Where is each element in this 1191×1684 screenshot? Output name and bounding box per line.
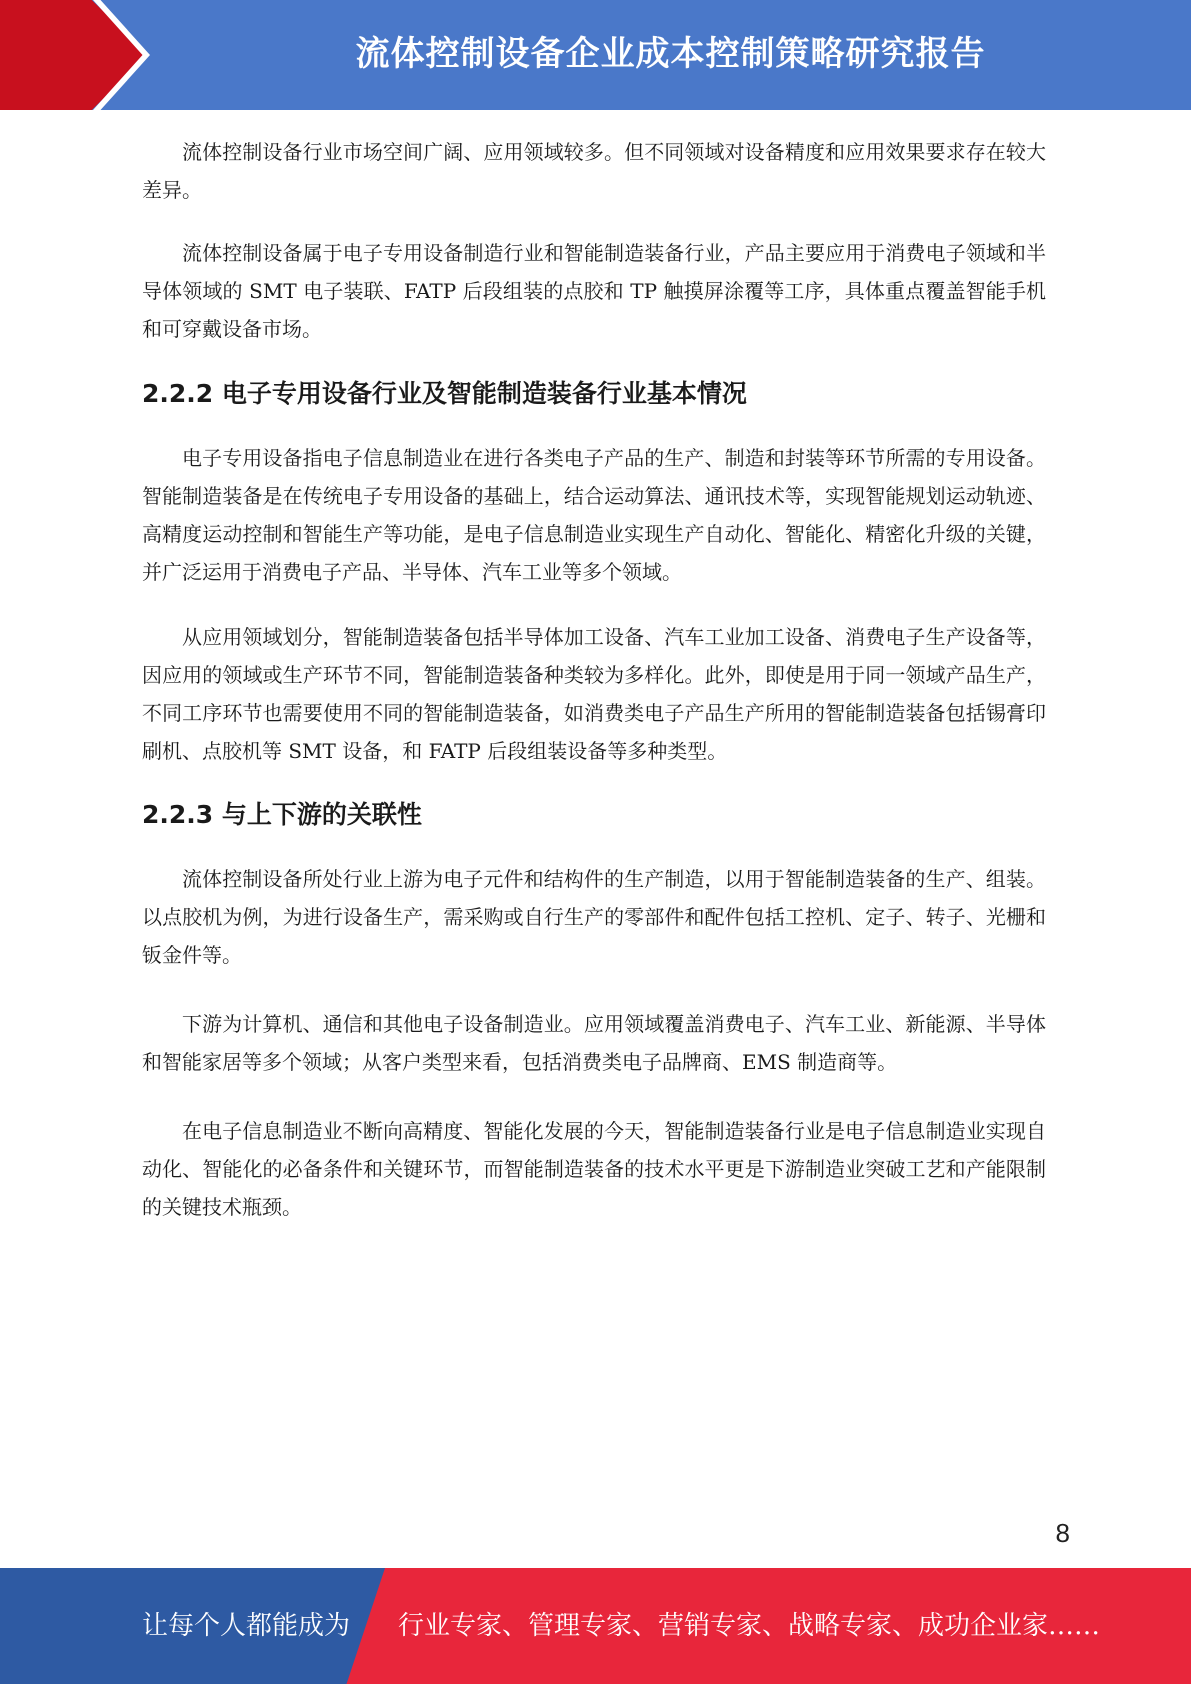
footer-slogan-left: 让每个人都能成为 [142, 1611, 351, 1641]
section-heading-2-2-2: 2.2.2 电子专用设备行业及智能制造装备行业基本情况 [142, 379, 747, 408]
paragraph: 电子专用设备指电子信息制造业在进行各类电子产品的生产、制造和封装等环节所需的专用设备。智能制造装备是在传统电子专用设备的基础上，结合运动算法、通讯技术等，实现智能规划运动轨迹、高精度运动控制和智能生产等功能，是电子信息制造业实现生产自动化、智能化、精密化升级的关键，并广泛运用于消费电子产品、半导体、汽车工业等多个领域。 [142, 446, 1046, 584]
header-red-chevron [0, 0, 148, 110]
section-heading-2-2-3: 2.2.3 与上下游的关联性 [142, 800, 422, 829]
paragraph: 流体控制设备所处行业上游为电子元件和结构件的生产制造，以用于智能制造装备的生产、组装。以点胶机为例，为进行设备生产，需采购或自行生产的零部件和配件包括工控机、定子、转子、光栅和钣金件等。 [142, 867, 1046, 967]
paragraph: 在电子信息制造业不断向高精度、智能化发展的今天，智能制造装备行业是电子信息制造业实现自动化、智能化的必备条件和关键环节，而智能制造装备的技术水平更是下游制造业突破工艺和产能限制的关键技术瓶颈。 [142, 1119, 1046, 1219]
paragraph: 流体控制设备行业市场空间广阔、应用领域较多。但不同领域对设备精度和应用效果要求存在较大差异。 [142, 140, 1046, 202]
paragraph: 下游为计算机、通信和其他电子设备制造业。应用领域覆盖消费电子、汽车工业、新能源、半导体和智能家居等多个领域；从客户类型来看，包括消费类电子品牌商、EMS 制造商等。 [142, 1012, 1046, 1074]
paragraph: 流体控制设备属于电子专用设备制造行业和智能制造装备行业，产品主要应用于消费电子领域和半导体领域的 SMT 电子装联、FATP 后段组装的点胶和 TP 触摸屏涂覆等工序，具体重点覆盖智能手机和可穿戴设备市场。 [142, 241, 1046, 341]
footer-slogan-right: 行业专家、管理专家、营销专家、战略专家、成功企业家…… [398, 1611, 1101, 1641]
page-number: 8 [1055, 1518, 1070, 1548]
paragraph: 从应用领域划分，智能制造装备包括半导体加工设备、汽车工业加工设备、消费电子生产设备等，因应用的领域或生产环节不同，智能制造装备种类较为多样化。此外，即使是用于同一领域产品生产，不同工序环节也需要使用不同的智能制造装备，如消费类电子产品生产所用的智能制造装备包括锡膏印刷机、点胶机等 SMT 设备，和 FATP 后段组装设备等多种类型。 [142, 625, 1046, 763]
report-title: 流体控制设备企业成本控制策略研究报告 [355, 34, 986, 74]
page-header [0, 0, 1191, 110]
page-footer [0, 1568, 1191, 1684]
page-content [142, 133, 1046, 1226]
